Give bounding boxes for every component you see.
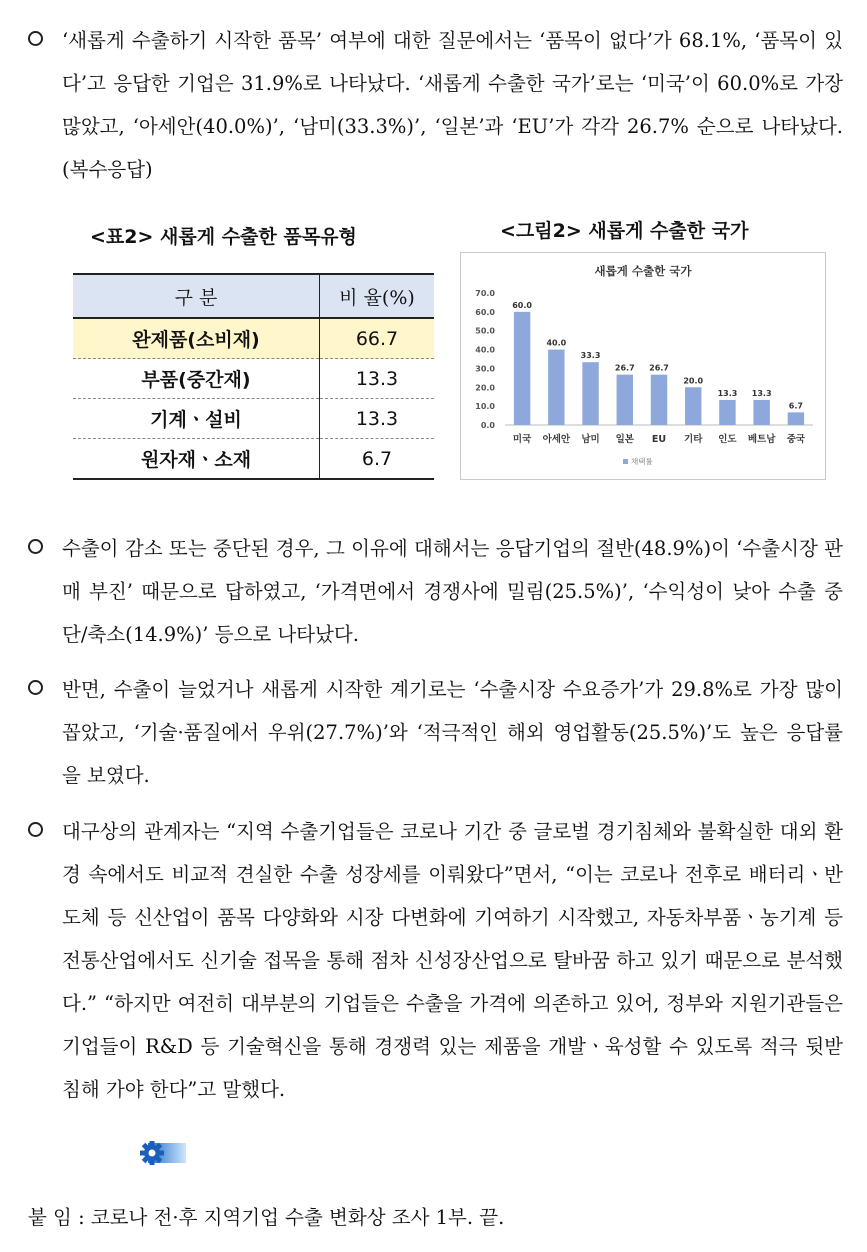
x-tick-label: 베트남 bbox=[747, 434, 776, 445]
table-row bbox=[73, 318, 434, 359]
bar-value-label: 13.3 bbox=[717, 388, 738, 398]
bar bbox=[548, 350, 564, 425]
paragraph-4 bbox=[28, 810, 843, 1111]
x-tick-label: 중국 bbox=[786, 434, 806, 445]
bar-value-label: 20.0 bbox=[683, 376, 704, 386]
table-cell-value: 6.7 bbox=[320, 439, 435, 480]
y-tick-label: 20.0 bbox=[475, 383, 495, 393]
paragraph-3-text: 반면, 수출이 늘었거나 새롭게 시작한 계기로는 ‘수출시장 수요증가’가 29.8%로 가장 많이 꼽았고, ‘기술·품질에서 우위(27.7%)’와 ‘적극적인 해외 영업활동(25.5%)’도 높은 응답률을 보였다. bbox=[62, 678, 843, 787]
paragraph-1-text: ‘새롭게 수출하기 시작한 품목’ 여부에 대한 질문에서는 ‘품목이 없다’가 68.1%, ‘품목이 있다’고 응답한 기업은 31.9%로 나타났다. ‘새롭게 수출한 국가’로는 ‘미국’이 60.0%로 가장 많았고, ‘아세안(40.0%)’, ‘남미(33.3%)’, ‘일본’과 ‘EU’가 각각 26.7% 순으로 나타났다. (복수응답) bbox=[62, 29, 843, 181]
table-caption: <표2> 새롭게 수출한 품목유형 bbox=[90, 226, 357, 248]
x-tick-label: 일본 bbox=[615, 434, 634, 445]
gear-icon bbox=[138, 1137, 186, 1169]
x-tick-label: EU bbox=[651, 434, 667, 445]
table-row bbox=[73, 359, 434, 399]
y-tick-label: 0.0 bbox=[480, 421, 495, 430]
x-tick-label: 남미 bbox=[581, 434, 600, 445]
bullet-circle-icon bbox=[28, 822, 43, 837]
bar bbox=[685, 387, 701, 425]
bar bbox=[617, 375, 633, 425]
x-tick-label: 인도 bbox=[718, 434, 737, 445]
table-cell-value: 13.3 bbox=[320, 359, 435, 399]
legend-label: 채택률 bbox=[631, 457, 653, 466]
paragraph-3 bbox=[28, 668, 843, 797]
table-cell-value: 13.3 bbox=[320, 399, 435, 439]
bar-value-label: 26.7 bbox=[649, 363, 669, 373]
bar bbox=[514, 312, 530, 425]
bar-value-label: 60.0 bbox=[512, 300, 532, 310]
bullet-circle-icon bbox=[28, 680, 43, 695]
table-cell-value: 66.7 bbox=[320, 318, 435, 359]
table-header-row bbox=[73, 274, 434, 318]
paragraph-4-text: 대구상의 관계자는 “지역 수출기업들은 코로나 기간 중 글로벌 경기침체와 불확실한 대외 환경 속에서도 비교적 견실한 수출 성장세를 이뤄왔다”면서, “이는 코로나 전후로 배터리ㆍ반도체 등 신산업이 품목 다양화와 시장 다변화에 기여하기 시작했고, 자동차부품ㆍ농기계 등 전통산업에서도 신기술 접목을 통해 점차 신성장산업으로 탈바꿈 하고 있기 때문으로 분석했다.” “하지만 여전히 대부분의 기업들은 수출을 가격에 의존하고 있어, 정부와 지원기관들은 기업들이 R&D 등 기술혁신을 통해 경쟁력 있는 제품을 개발ㆍ육성할 수 있도록 적극 뒷받침해 가야 한다”고 말했다. bbox=[62, 820, 843, 1101]
bar-value-label: 6.7 bbox=[788, 401, 803, 411]
bar bbox=[719, 400, 735, 425]
table-cell-category: 완제품(소비재) bbox=[73, 318, 320, 359]
x-tick-label: 아세안 bbox=[542, 434, 571, 445]
table-cell-category: 원자재ㆍ소재 bbox=[73, 439, 320, 480]
y-tick-label: 30.0 bbox=[475, 364, 495, 374]
x-tick-label: 기타 bbox=[684, 434, 703, 445]
paragraph-1 bbox=[28, 19, 843, 191]
bar bbox=[753, 400, 769, 425]
y-tick-label: 70.0 bbox=[475, 289, 495, 298]
table-cell-category: 부품(중간재) bbox=[73, 359, 320, 399]
chart-title: 새롭게 수출한 국가 bbox=[594, 264, 692, 278]
bar-value-label: 40.0 bbox=[546, 338, 567, 348]
bar bbox=[651, 375, 667, 425]
chart-svg bbox=[461, 253, 825, 479]
y-tick-label: 40.0 bbox=[475, 345, 495, 355]
bullet-circle-icon bbox=[28, 539, 43, 554]
table-row bbox=[73, 399, 434, 439]
table-header-category: 구 분 bbox=[73, 274, 320, 318]
y-tick-label: 10.0 bbox=[475, 402, 495, 412]
paragraph-2-text: 수출이 감소 또는 중단된 경우, 그 이유에 대해서는 응답기업의 절반(48.9%)이 ‘수출시장 판매 부진’ 때문으로 답하였고, ‘가격면에서 경쟁사에 밀림(25.5%)’, ‘수익성이 낮아 수출 중단/축소(14.9%)’ 등으로 나타났다. bbox=[62, 537, 843, 646]
bar bbox=[582, 362, 598, 425]
figure-caption: <그림2> 새롭게 수출한 국가 bbox=[500, 220, 749, 242]
bar bbox=[788, 412, 804, 425]
y-tick-label: 50.0 bbox=[475, 326, 495, 336]
legend-swatch bbox=[623, 459, 628, 464]
bar-value-label: 33.3 bbox=[580, 351, 601, 361]
table-row bbox=[73, 439, 434, 480]
table-cell-category: 기계ㆍ설비 bbox=[73, 399, 320, 439]
x-tick-label: 미국 bbox=[512, 434, 532, 445]
bullet-circle-icon bbox=[28, 31, 43, 46]
table-header-ratio: 비 율(%) bbox=[320, 274, 435, 318]
attachment-footer: 붙 임 : 코로나 전·후 지역기업 수출 변화상 조사 1부. 끝. bbox=[28, 1206, 505, 1229]
bar-value-label: 26.7 bbox=[614, 363, 635, 373]
bar-value-label: 13.3 bbox=[751, 388, 772, 398]
country-bar-chart bbox=[460, 252, 826, 480]
product-type-table bbox=[73, 273, 434, 480]
y-tick-label: 60.0 bbox=[475, 307, 495, 317]
paragraph-2 bbox=[28, 527, 843, 656]
